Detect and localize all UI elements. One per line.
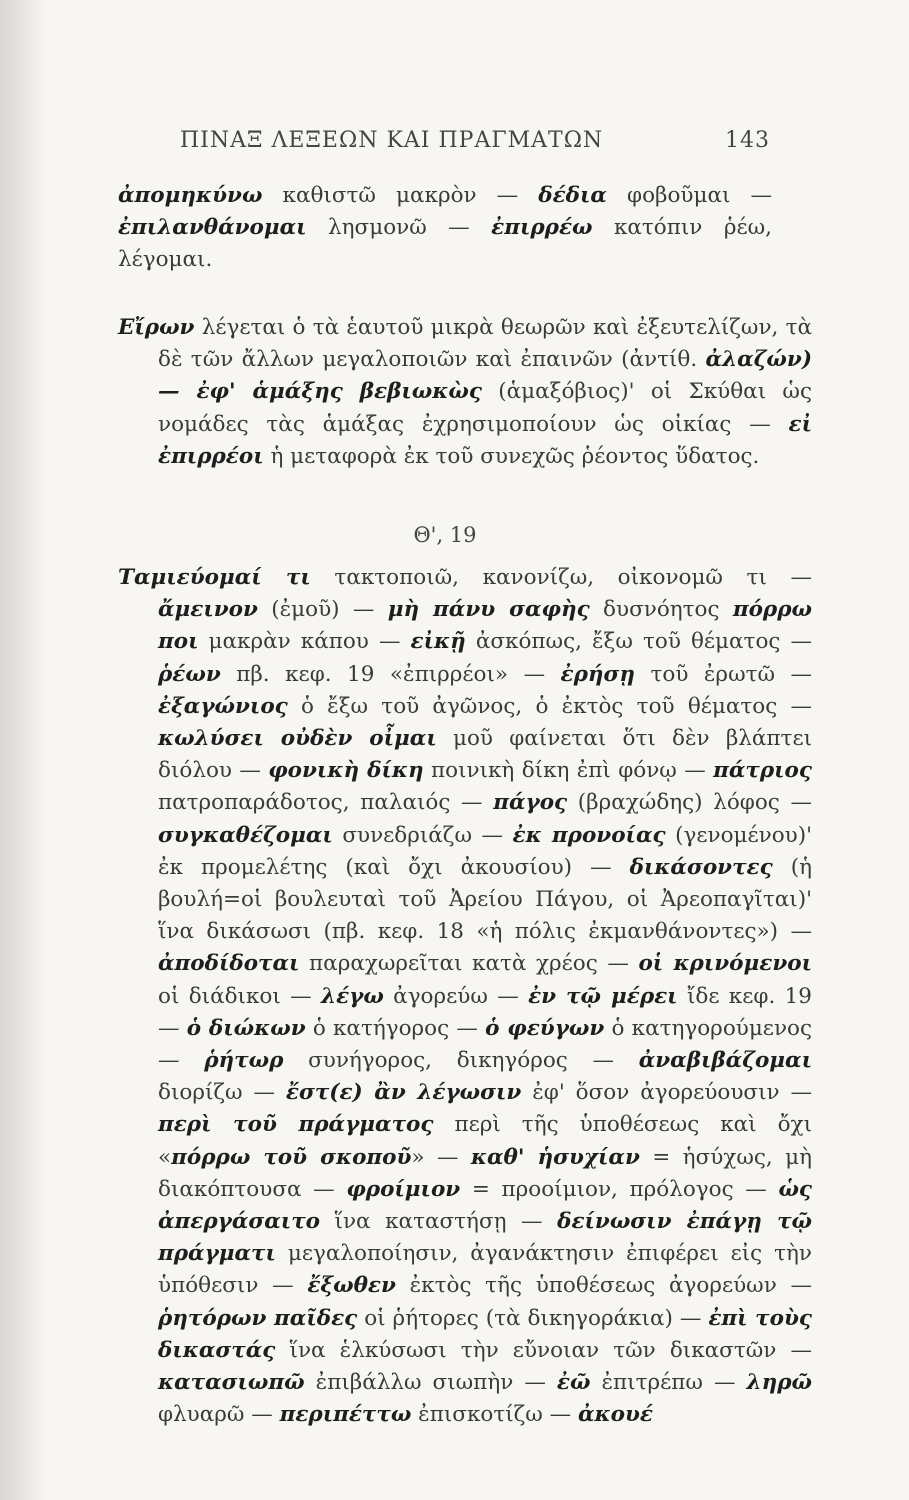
- gloss-text: ὁ ἔξω τοῦ ἀγῶνος, ὁ ἐκτὸς τοῦ θέματος —: [287, 693, 812, 719]
- gloss-text: ὁ κατήγορος —: [305, 1015, 486, 1041]
- gloss-text: ἐφ' ὅσον ἀγορεύουσιν —: [521, 1080, 812, 1106]
- gloss-text: οἱ διάδικοι —: [158, 983, 322, 1009]
- lemma-term: ὁ φεύγων: [485, 1015, 605, 1041]
- gloss-text: ἀγορεύω —: [383, 983, 529, 1009]
- lemma-term: ἀκουέ: [578, 1402, 654, 1428]
- lemma-term: μὴ πάνυ σαφὴς: [387, 597, 590, 623]
- gloss-text: τακτοποιῶ, κανονίζω, οἰκονομῶ τι —: [310, 565, 812, 590]
- lemma-term: ῥέων: [158, 661, 221, 687]
- gloss-text: ἐπιτρέπω —: [590, 1370, 747, 1396]
- lemma-term: συγκαθέζομαι: [158, 822, 333, 848]
- lemma-term: οἱ κρινόμενοι: [638, 951, 812, 977]
- lemma-term: ἐρήσῃ: [560, 661, 636, 687]
- gloss-text: (ἐμοῦ) —: [257, 597, 388, 623]
- lemma-term: ῥήτωρ: [204, 1048, 284, 1074]
- lemma-term: ἀλαζών) — ἐφ' ἁμάξης βεβιωκὼς: [158, 347, 812, 405]
- lemma-term: ἀπομηκύνω: [118, 183, 263, 208]
- lemma-term: περιπέττω: [279, 1402, 412, 1428]
- gloss-text: συνεδριάζω —: [332, 822, 513, 848]
- gloss-text: ἐπιβάλλω σιωπὴν —: [304, 1370, 557, 1396]
- lemma-term: δείνωσιν ἐπάγῃ τῷ πράγματι: [158, 1209, 813, 1267]
- lemma-term: ἐκ προνοίας: [512, 822, 666, 848]
- page-gutter-shadow: [0, 0, 48, 1500]
- gloss-text: ἵνα καταστήσῃ —: [320, 1209, 558, 1235]
- gloss-text: φοβοῦμαι —: [606, 183, 772, 208]
- paragraph-1: [118, 180, 772, 277]
- lemma-term: πόρρω ποι: [158, 597, 813, 655]
- gloss-text: » —: [411, 1144, 471, 1170]
- lemma-term: ἐπιλανθάνομαι: [118, 215, 307, 241]
- lemma-term: ἔστ(ε) ἂν λέγωσιν: [285, 1080, 522, 1106]
- lemma-term: ἀναβιβάζομαι: [638, 1048, 812, 1074]
- lemma-term: φονικὴ δίκη: [268, 758, 424, 784]
- gloss-text: μοῦ φαίνεται ὅτι δὲν βλάπτει διόλου —: [158, 726, 813, 784]
- lemma-term: φροίμιον: [346, 1176, 461, 1202]
- lemma-term: ἐξαγώνιος: [158, 693, 288, 719]
- header-title: ΠΙΝΑΞ ΛΕΞΕΩΝ ΚΑΙ ΠΡΑΓΜΑΤΩΝ: [180, 128, 604, 153]
- gloss-text: ἵνα ἑλκύσωσι τὴν εὔνοιαν τῶν δικαστῶν —: [275, 1337, 812, 1363]
- gloss-text: μακρὰν κάπου —: [198, 629, 411, 655]
- gloss-text: ἡ μεταφορὰ ἐκ τοῦ συνεχῶς ῥέοντος ὕδατος.: [263, 443, 760, 469]
- lemma-term: ἐπὶ τοὺς δικαστάς: [158, 1305, 812, 1363]
- lemma-term: ἄμεινον: [158, 597, 258, 623]
- gloss-text: ἴδε κεφ. 19 —: [158, 983, 812, 1041]
- gloss-text: ἀσκόπως, ἔξω τοῦ θέματος —: [465, 629, 812, 655]
- paragraph-2: [118, 312, 812, 473]
- gloss-text: δυσνόητος: [589, 597, 733, 623]
- lemma-term: ὁ διώκων: [186, 1015, 306, 1041]
- lemma-term: κωλύσει οὐδὲν οἶμαι: [158, 726, 437, 752]
- lemma-term: δέδια: [538, 183, 607, 208]
- gloss-text: ποινικὴ δίκη ἐπὶ φόνῳ —: [423, 758, 714, 784]
- gloss-text: (γενομένου)' ἐκ προμελέτης (καὶ ὄχι ἀκουσίου) —: [158, 822, 813, 880]
- lemma-term: λέγω: [321, 983, 384, 1009]
- gloss-text: ὁ κατηγορούμενος —: [158, 1015, 812, 1074]
- lemma-term: πόρρω τοῦ σκοποῦ: [171, 1144, 412, 1170]
- lemma-term: καθ' ἡσυχίαν: [470, 1144, 640, 1170]
- lemma-term: ἐῶ: [556, 1370, 591, 1396]
- gloss-text: κατόπιν ῥέω, λέγομαι.: [118, 215, 772, 273]
- gloss-text: παραχωρεῖται κατὰ χρέος —: [299, 951, 639, 977]
- section-heading: Θ', 19: [413, 523, 477, 547]
- gloss-text: (ἁμαξόβιος)' οἱ Σκύθαι ὡς νομάδες τὰς ἁμάξας ἐχρησιμοποίουν ὡς οἰκίας —: [158, 379, 812, 437]
- lemma-term: ληρῶ: [746, 1370, 812, 1396]
- gloss-text: καθιστῶ μακρὸν —: [262, 183, 539, 208]
- lemma-term: ὡς ἀπεργάσαιτο: [158, 1176, 812, 1235]
- lemma-term: ἔξωθεν: [307, 1273, 396, 1299]
- gloss-text: τοῦ ἐρωτῶ —: [635, 661, 813, 687]
- lemma-term: ἀποδίδοται: [158, 951, 300, 977]
- gloss-text: φλυαρῶ —: [158, 1402, 280, 1428]
- lemma-term: Εἴρων: [118, 315, 195, 340]
- lemma-term: περὶ τοῦ πράγματος: [158, 1112, 434, 1138]
- gloss-text: = προοίμιον, πρόλογος —: [460, 1176, 779, 1202]
- lemma-term: δικάσοντες: [629, 854, 773, 880]
- lemma-term: πάτριος: [713, 758, 812, 784]
- gloss-text: συνήγορος, δικηγόρος —: [283, 1048, 639, 1074]
- running-header: [180, 128, 770, 153]
- lemma-term: εἰ ἐπιρρέοι: [158, 411, 812, 469]
- lemma-term: ἐν τῷ μέρει: [528, 983, 678, 1009]
- page-number: 143: [725, 128, 770, 153]
- gloss-text: ἐκτὸς τῆς ὑποθέσεως ἀγορεύων —: [395, 1273, 812, 1299]
- section-paragraph: [118, 562, 812, 1431]
- gloss-text: (ἡ βουλή=οἱ βουλευταὶ τοῦ Ἀρείου Πάγου, οἱ Ἀρεοπαγῖται)' ἵνα δικάσωσι (πβ. κεφ. 18 «ἡ πόλις ἐκμανθάνοντες») —: [158, 854, 812, 945]
- gloss-text: πβ. κεφ. 19 «ἐπιρρέοι» —: [220, 661, 561, 687]
- gloss-text: (βραχώδης) λόφος —: [567, 790, 812, 816]
- gloss-text: οἱ ῥήτορες (τὰ δικηγοράκια) —: [357, 1305, 709, 1331]
- lemma-term: Ταμιεύομαί τι: [118, 565, 311, 590]
- lemma-term: κατασιωπῶ: [158, 1370, 305, 1396]
- gloss-text: ἐπισκοτίζω —: [411, 1402, 579, 1428]
- gloss-text: λησμονῶ —: [306, 215, 492, 241]
- gloss-text: διορίζω —: [158, 1080, 286, 1106]
- lemma-term: εἰκῇ: [410, 629, 466, 655]
- gloss-text: λέγεται ὁ τὰ ἑαυτοῦ μικρὰ θεωρῶν καὶ ἐξευτελίζων, τὰ δὲ τῶν ἄλλων μεγαλοποιῶν καὶ ἐπαινῶν (ἀντίθ.: [158, 315, 812, 373]
- gloss-text: μεγαλοποίησιν, ἀγανάκτησιν ἐπιφέρει εἰς τὴν ὑπόθεσιν —: [158, 1241, 812, 1299]
- gloss-text: πατροπαράδοτος, παλαιός —: [158, 790, 494, 816]
- gloss-text: περὶ τῆς ὑποθέσεως καὶ ὄχι «: [158, 1112, 813, 1170]
- lemma-term: πάγος: [493, 790, 568, 816]
- gloss-text: = ἡσύχως, μὴ διακόπτουσα —: [158, 1144, 812, 1202]
- lemma-term: ῥητόρων παῖδες: [158, 1305, 358, 1331]
- lemma-term: ἐπιρρέω: [491, 215, 593, 241]
